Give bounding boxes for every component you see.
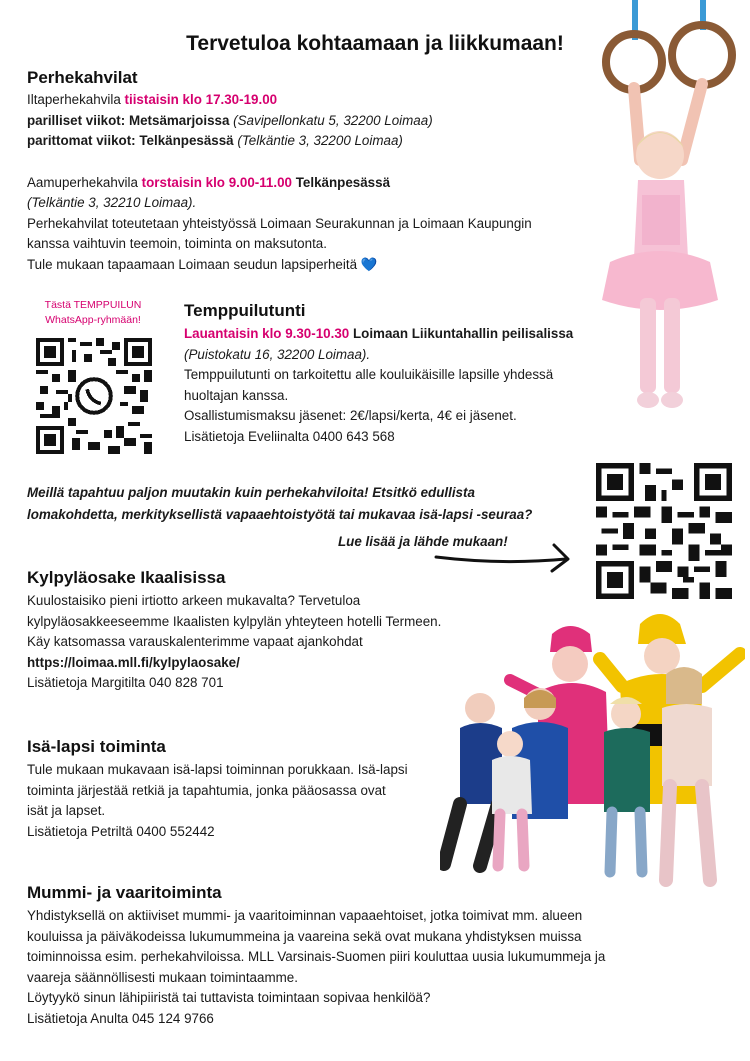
kylpyla-heading: Kylpyläosake Ikaalisissa (27, 568, 226, 587)
isa-lapsi-contact: Lisätietoja Petriltä 0400 552442 (27, 823, 215, 839)
mummi-line-5: Löytyykö sinun lähipiiristä tai tuttavista toimintaan sopivaa henkilöä? (27, 990, 431, 1005)
temppuilu-time-line: Lauantaisin klo 9.30-10.30 Loimaan Liikuntahallin peilisalissa (184, 326, 574, 341)
temppuilu-fee: Osallistumismaksu jäsenet: 2€/lapsi/kerta, 4€ ei jäsenet. (184, 408, 517, 423)
kylpyla-line-2: kylpyläosakkeeseemme Ikaalisten kylpylän yhteyteen hotelli Termeen. (27, 613, 442, 629)
website-qr-code[interactable] (596, 463, 732, 599)
cafe-desc-3: Tule mukaan tapaamaan Loimaan seudun lapsiperheitä 💙 (27, 256, 378, 272)
temppuilu-heading: Temppuilutunti (184, 301, 306, 320)
kylpyla-line-1: Kuulostaisiko pieni irtiotto arkeen mukavalta? Tervetuloa (27, 593, 361, 608)
temppuilu-contact: Lisätietoja Eveliinalta 0400 643 568 (184, 428, 395, 444)
mummi-heading: Mummi- ja vaaritoiminta (27, 883, 222, 902)
cafe-desc-1: Perhekahvilat toteutetaan yhteistyössä Loimaan Seurakunnan ja Loimaan Kaupungin (27, 215, 532, 231)
isa-lapsi-line-3: isät ja lapset. (27, 803, 106, 818)
isa-lapsi-line-1: Tule mukaan mukavaan isä-lapsi toiminnan porukkaan. Isä-lapsi (27, 762, 408, 777)
evening-cafe-time: tiistaisin klo 17.30-19.00 (124, 92, 278, 107)
group-mascots-photo (440, 604, 745, 896)
mummi-line-2: kouluissa ja päiväkodeissa lukumummeina ja vaareina sekä ovat mukana yhdistyksen muissa (27, 928, 582, 944)
morning-cafe-address: (Telkäntie 3, 32210 Loimaa). (27, 195, 197, 210)
isa-lapsi-section (27, 737, 467, 842)
temppuilu-address: (Puistokatu 16, 32200 Loimaa). (184, 346, 371, 362)
kylpyla-line-3: Käy katsomassa varauskalenterimme vapaat ajankohdat (27, 634, 363, 649)
morning-cafe-line: Aamuperhekahvila torstaisin klo 9.00-11.00 Telkänpesässä (27, 174, 391, 190)
temppuilu-desc-2: huoltajan kanssa. (184, 387, 289, 403)
page-title: Tervetuloa kohtaamaan ja liikkumaan! (186, 32, 564, 55)
mummi-line-1: Yhdistyksellä on aktiiviset mummi- ja vaaritoiminnan vapaaehtoiset, jotka toimivat mm. alueen (27, 908, 583, 923)
odd-weeks-line: parittomat viikot: Telkänpesässä (Telkäntie 3, 32200 Loimaa) (27, 133, 403, 148)
kylpyla-contact: Lisätietoja Margitilta 040 828 701 (27, 675, 224, 690)
perhekahvilat-heading: Perhekahvilat (27, 68, 138, 87)
cafe-desc-2: kanssa vaihtuvin teemoin, toiminta on maksutonta. (27, 236, 327, 251)
whatsapp-qr-code[interactable] (36, 338, 152, 454)
temppuilu-section (184, 301, 614, 447)
temppuilu-time: Lauantaisin klo 9.30-10.30 (184, 326, 350, 341)
promo-line-2: lomakohdetta, merkityksellistä vapaaehtoistyötä tai mukavaa isä-lapsi -seuraa? (27, 507, 533, 522)
mummi-line-4: vaareja säännöllisesti mukaan toimintaamme. (27, 969, 298, 985)
morning-cafe-time: torstaisin klo 9.00-11.00 (141, 174, 292, 190)
kylpyla-url-link[interactable]: https://loimaa.mll.fi/kylpylaosake/ (27, 654, 240, 670)
mummi-section (27, 883, 727, 1029)
child-on-rings-photo (590, 0, 750, 420)
isa-lapsi-heading: Isä-lapsi toiminta (27, 737, 166, 756)
perhekahvilat-section (27, 68, 607, 275)
evening-cafe-line: Iltaperhekahvila tiistaisin klo 17.30-19.00 (27, 92, 278, 107)
mummi-line-3: toiminnoissa esim. perhekahviloissa. MLL Varsinais-Suomen piiri kouluttaa uusia lukumummeja ja (27, 949, 606, 964)
promo-block (27, 482, 597, 526)
isa-lapsi-line-2: toiminta järjestää retkiä ja tapahtumia, jonka pääosassa ovat (27, 782, 386, 798)
promo-cta: Lue lisää ja lähde mukaan! (338, 534, 508, 549)
even-weeks-line: parilliset viikot: Metsämarjoissa (Savipellonkatu 5, 32200 Loimaa) (27, 112, 433, 128)
blue-heart-icon: 💙 (360, 256, 378, 272)
whatsapp-qr-block (30, 298, 156, 328)
promo-line-1: Meillä tapahtuu paljon muutakin kuin perhekahviloita! Etsitkö edullista (27, 485, 475, 500)
qr-caption-2: WhatsApp-ryhmään! (45, 314, 141, 326)
temppuilu-desc-1: Temppuilutunti on tarkoitettu alle kouluikäisille lapsille yhdessä (184, 367, 554, 382)
qr-caption-1: Tästä TEMPPUILUN (44, 299, 142, 311)
mummi-contact: Lisätietoja Anulta 045 124 9766 (27, 1010, 214, 1026)
kylpyla-section (27, 568, 507, 694)
